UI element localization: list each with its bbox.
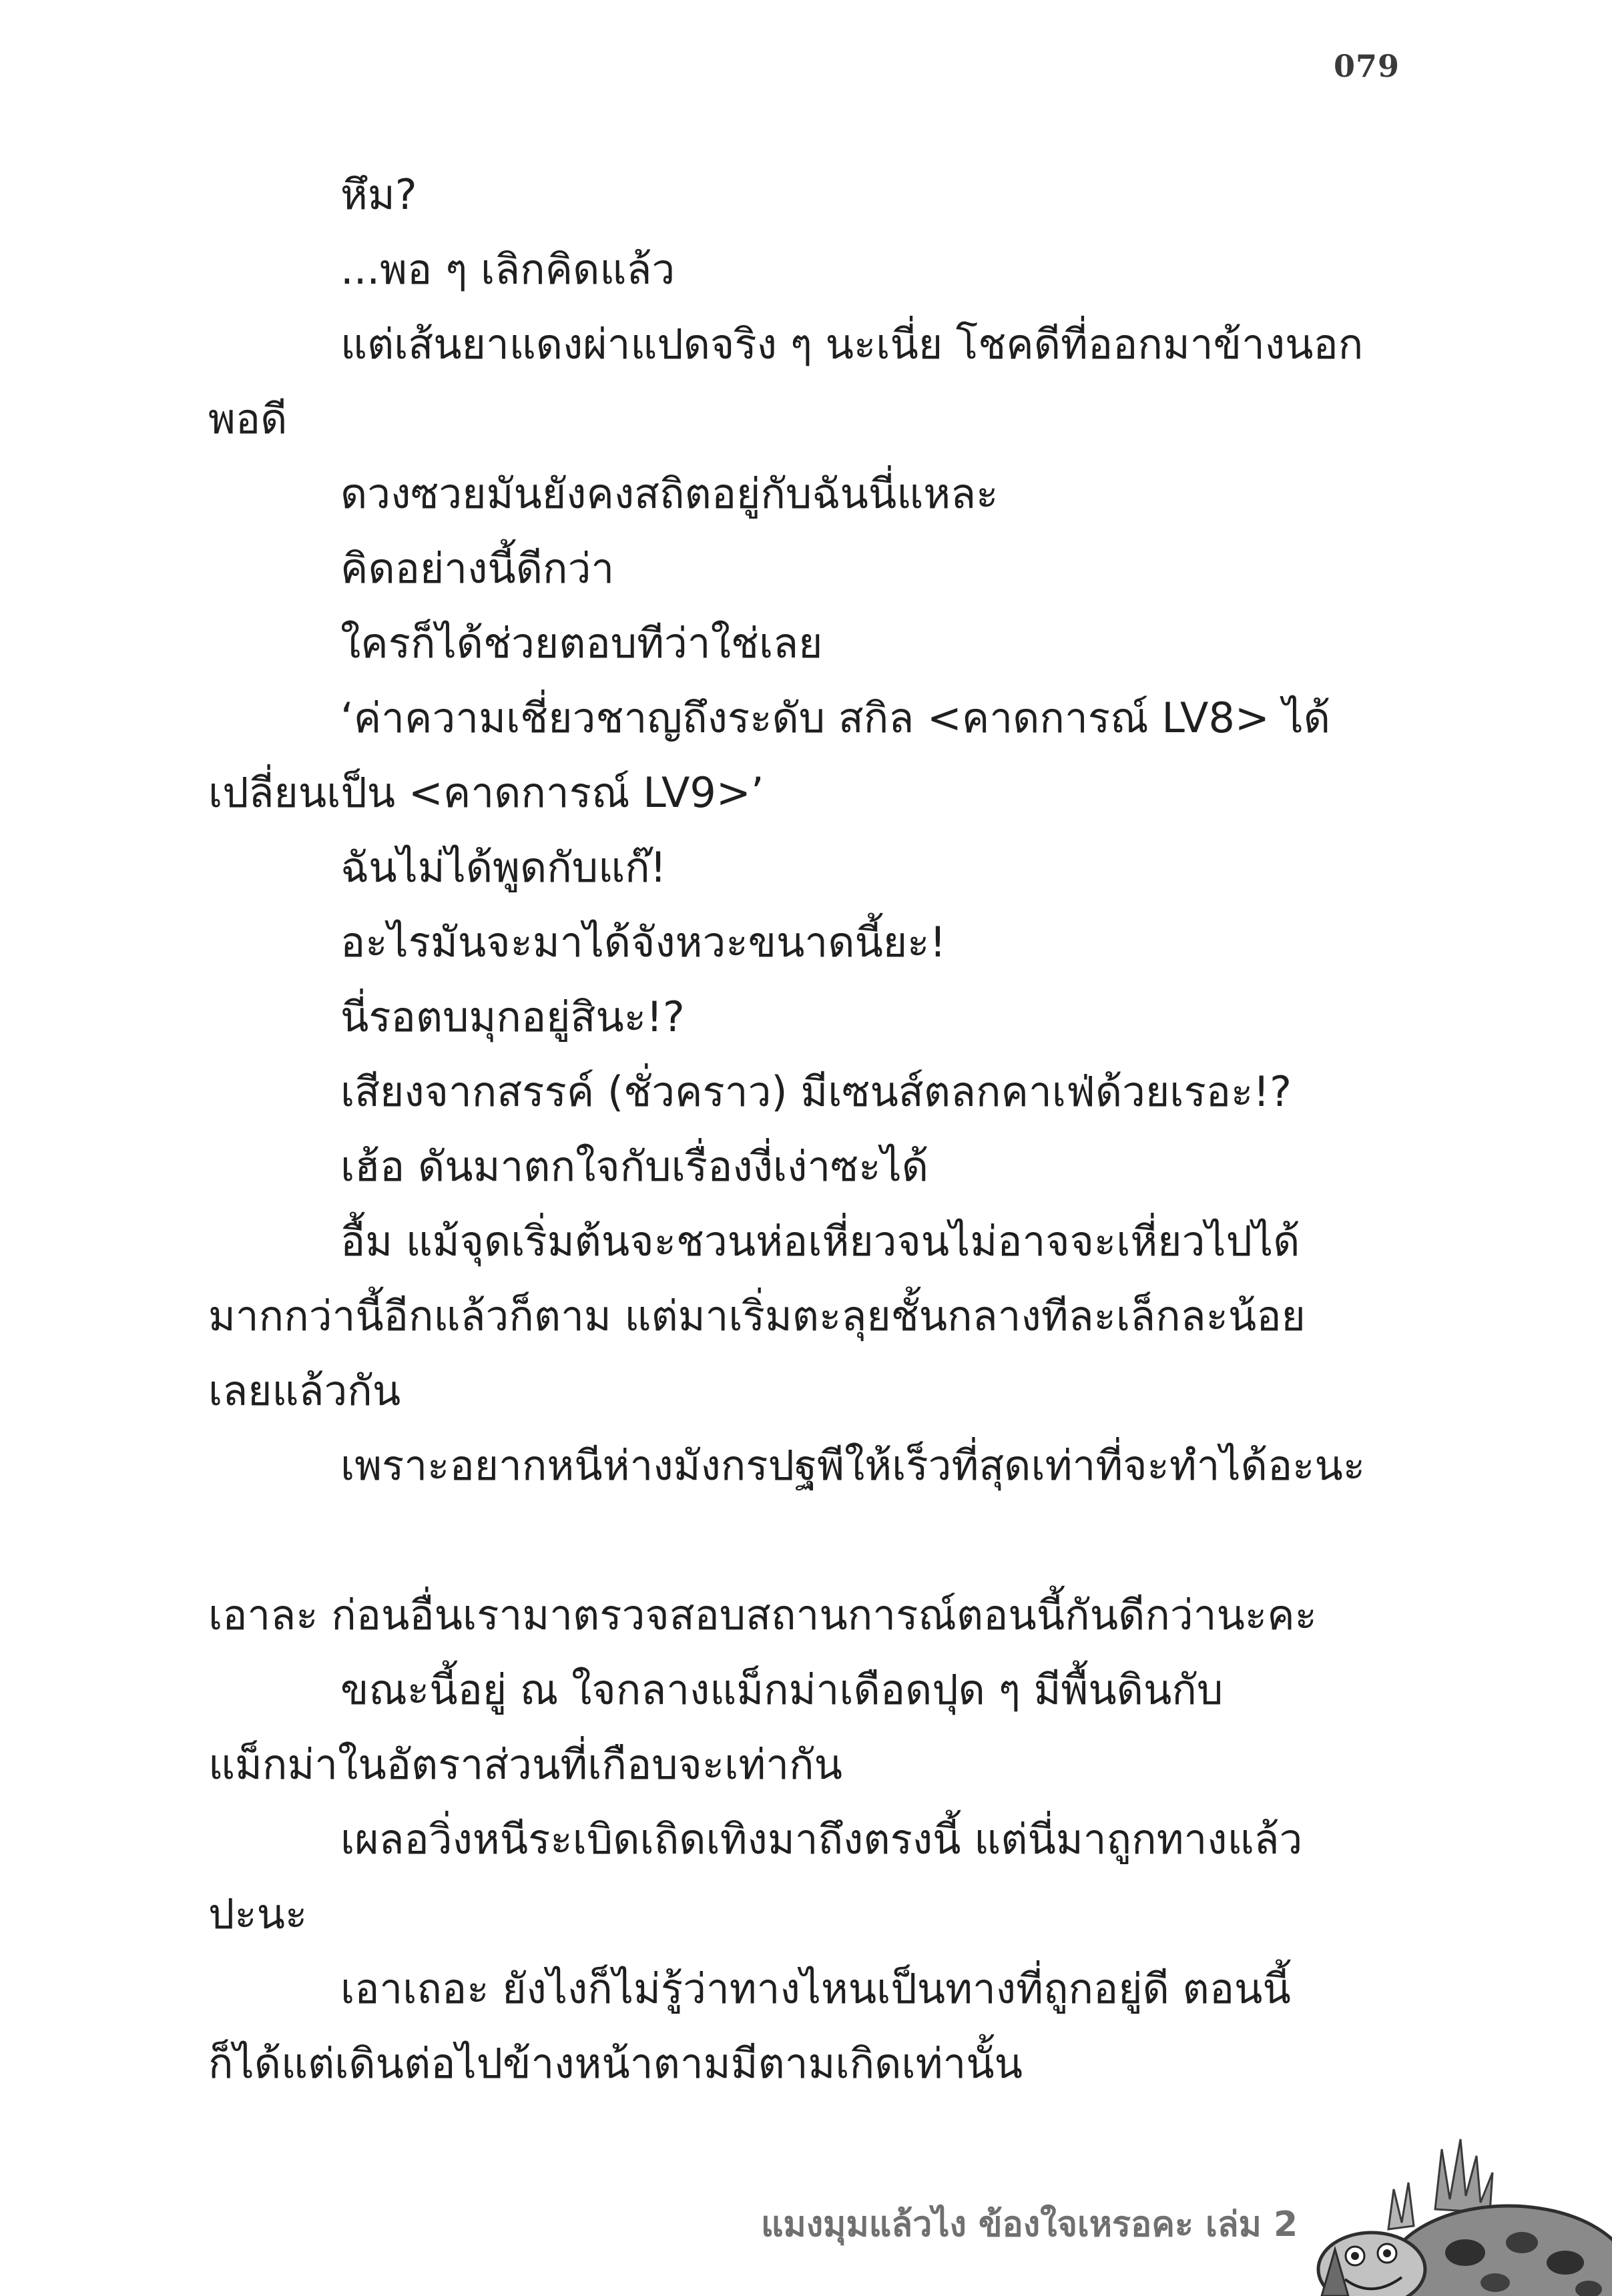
text-line: ก็ได้แต่เดินต่อไปข้างหน้าตามมีตามเกิดเท่านั้น — [208, 2039, 1023, 2088]
text-line: เพราะอยากหนีห่างมังกรปฐพีให้เร็วที่สุดเท่าที่จะทำได้อะนะ — [340, 1441, 1366, 1490]
text-line: คิดอย่างนี้ดีกว่า — [340, 544, 615, 593]
text-line: แม็กม่าในอัตราส่วนที่เกือบจะเท่ากัน — [208, 1740, 842, 1789]
text-line: เสียงจากสรรค์ (ชั่วคราว) มีเซนส์ตลกคาเฟ่ด้วยเรอะ!? — [340, 1067, 1292, 1116]
text-line: เอาละ ก่อนอื่นเรามาตรวจสอบสถานการณ์ตอนนี้กันดีกว่านะคะ — [208, 1591, 1317, 1639]
text-line: เอาเถอะ ยังไงก็ไม่รู้ว่าทางไหนเป็นทางที่ถูกอยู่ดี ตอนนี้ — [340, 1964, 1291, 2013]
text-line: แต่เส้นยาแดงผ่าแปดจริง ๆ นะเนี่ย โชคดีที่ออกมาข้างนอก — [340, 320, 1364, 368]
text-line: พอดี — [208, 394, 288, 443]
text-line: นี่รอตบมุกอยู่สินะ!? — [340, 992, 685, 1041]
section-break — [208, 1503, 1403, 1578]
text-line: เฮ้อ ดันมาตกใจกับเรื่องงี่เง่าซะได้ — [340, 1142, 928, 1191]
text-line: มากกว่านี้อีกแล้วก็ตาม แต่มาเริ่มตะลุยชั้นกลางทีละเล็กละน้อย — [208, 1292, 1306, 1340]
text-line: อื้ม แม้จุดเริ่มต้นจะชวนห่อเหี่ยวจนไม่อาจจะเหี่ยวไปได้ — [340, 1217, 1300, 1265]
text-line: เผลอวิ่งหนีระเบิดเถิดเทิงมาถึงตรงนี้ แต่นี่มาถูกทางแล้ว — [340, 1815, 1303, 1863]
text-line: ปะนะ — [208, 1890, 308, 1938]
dragon-illustration — [1308, 2136, 1612, 2296]
text-line: ใครก็ได้ช่วยตอบทีว่าใช่เลย — [340, 619, 823, 667]
text-line: อะไรมันจะมาได้จังหวะขนาดนี้ยะ! — [340, 918, 947, 966]
text-line: ขณะนี้อยู่ ณ ใจกลางแม็กม่าเดือดปุด ๆ มีพื้นดินกับ — [340, 1665, 1224, 1714]
page-number: 079 — [1333, 48, 1400, 84]
text-line: หึม? — [340, 170, 417, 219]
running-title: แมงมุมแล้วไง ข้องใจเหรอคะ เล่ม 2 — [761, 2205, 1298, 2245]
text-line: ดวงซวยมันยังคงสถิตอยู่กับฉันนี่แหละ — [340, 469, 999, 518]
text-line: ...พอ ๆ เลิกคิดแล้ว — [340, 245, 676, 294]
text-line: ฉันไม่ได้พูดกับแก๊! — [340, 843, 667, 892]
text-line: เปลี่ยนเป็น <คาดการณ์ LV9>’ — [208, 768, 764, 817]
body-text — [208, 158, 1403, 2101]
text-line: เลยแล้วกัน — [208, 1366, 401, 1415]
text-line: ‘ค่าความเชี่ยวชาญถึงระดับ สกิล <คาดการณ์ LV8> ได้ — [340, 693, 1331, 742]
